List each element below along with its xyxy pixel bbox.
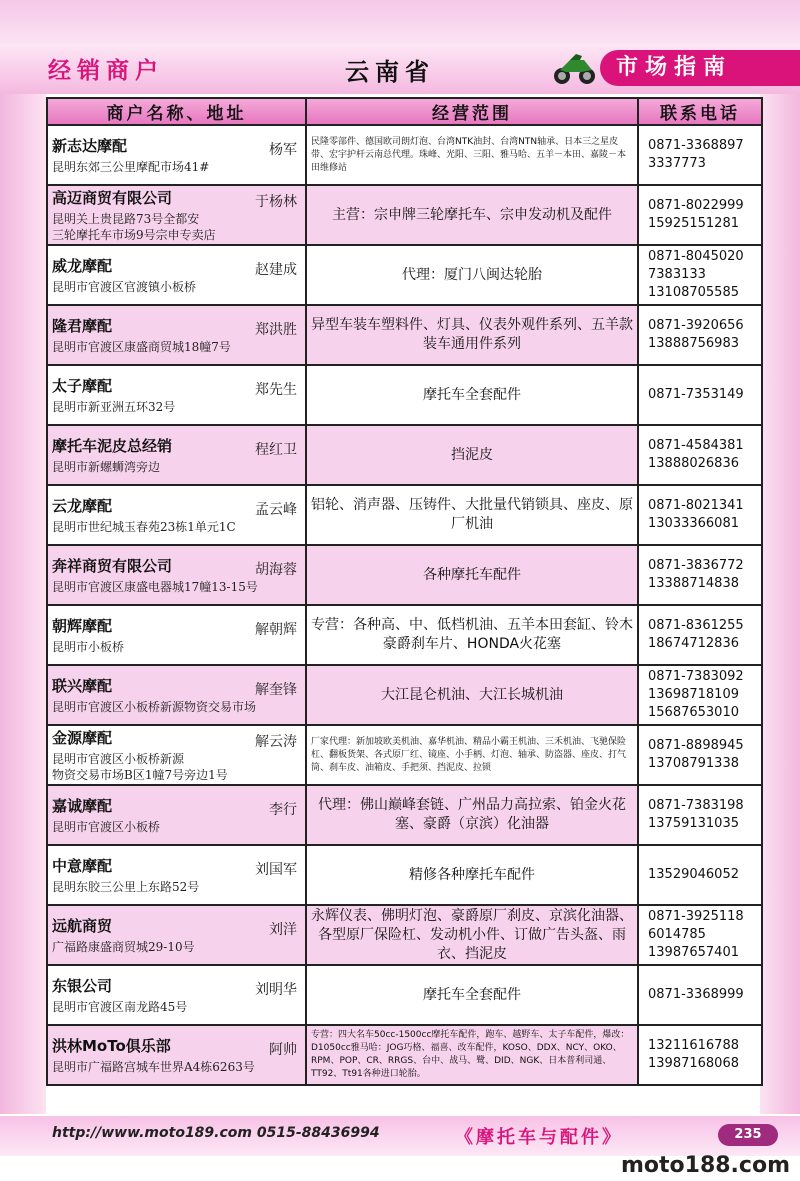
dealer-name: 摩托车泥皮总经销	[52, 437, 173, 455]
table-header-row	[47, 98, 762, 125]
dealer-name: 洪林MoTo俱乐部	[52, 1037, 171, 1055]
table-row	[47, 1025, 762, 1085]
dealer-name: 威龙摩配	[52, 257, 113, 275]
page-header	[0, 44, 800, 94]
contact-person: 郑洪胜	[255, 322, 297, 338]
dealer-cell	[47, 365, 306, 425]
col-header-phone: 联系电话	[638, 98, 762, 125]
phone-numbers: 0871-3368897 3337773	[638, 125, 762, 185]
table-row	[47, 485, 762, 545]
table-row	[47, 365, 762, 425]
phone-numbers: 0871-3836772 13388714838	[638, 545, 762, 605]
contact-person: 孟云峰	[255, 502, 297, 518]
col-header-name: 商户名称、地址	[47, 98, 306, 125]
phone-numbers: 0871-7383198 13759131035	[638, 785, 762, 845]
phone-numbers: 0871-3925118 6014785 13987657401	[638, 905, 762, 965]
contact-person: 李行	[269, 802, 297, 818]
page-number: 235	[718, 1124, 778, 1146]
dealer-address: 广福路康盛商贸城29-10号	[52, 940, 195, 954]
table-row	[47, 665, 762, 725]
dealer-address: 昆明市世纪城玉春苑23栋1单元1C	[52, 520, 236, 534]
dealer-address: 昆明市官渡区小板桥	[52, 820, 161, 834]
dealer-cell	[47, 245, 306, 305]
dealer-cell	[47, 125, 306, 185]
table-row	[47, 845, 762, 905]
contact-person: 刘国军	[255, 862, 297, 878]
dealer-cell	[47, 425, 306, 485]
contact-person: 刘洋	[269, 922, 297, 938]
dealer-table	[46, 97, 763, 1086]
business-scope: 摩托车全套配件	[306, 965, 638, 1025]
phone-numbers: 0871-8045020 7383133 13108705585	[638, 245, 762, 305]
dealer-name: 奔祥商贸有限公司	[52, 557, 173, 575]
footer-url: http://www.moto189.com 0515-88436994	[52, 1125, 380, 1141]
top-band	[0, 0, 800, 44]
table-row	[47, 125, 762, 185]
dealer-address: 昆明市官渡区康盛电器城17幢13-15号	[52, 580, 258, 594]
phone-numbers: 0871-7353149	[638, 365, 762, 425]
contact-person: 解奎锋	[255, 682, 297, 698]
dealer-cell	[47, 845, 306, 905]
dealer-name: 东银公司	[52, 977, 113, 995]
magazine-title: 《摩托车与配件》	[455, 1127, 623, 1148]
table-row	[47, 245, 762, 305]
phone-numbers: 0871-8361255 18674712836	[638, 605, 762, 665]
business-scope: 代理：佛山巅峰套链、广州品力高拉索、铂金火花塞、豪爵（京滨）化油器	[306, 785, 638, 845]
dealer-name: 云龙摩配	[52, 497, 113, 515]
table-row	[47, 425, 762, 485]
table-row	[47, 185, 762, 245]
business-scope: 主营：宗申牌三轮摩托车、宗申发动机及配件	[306, 185, 638, 245]
dealer-cell	[47, 185, 306, 245]
table-row	[47, 605, 762, 665]
business-scope: 民隆零部件、德国欧司朗灯泡、台湾NTK油封、台湾NTN轴承、日本三之星皮带、宏宇护杆云南总代理。珠峰、光阳、三阳、雅马哈、五羊－本田、嘉陵－本田维修站	[306, 125, 638, 185]
motorcycle-icon	[552, 50, 596, 86]
dealer-cell	[47, 605, 306, 665]
dealer-name: 远航商贸	[52, 917, 113, 935]
dealer-address: 昆明关上贵昆路73号全都安 三轮摩托车市场9号宗申专卖店	[52, 212, 216, 242]
dealer-cell	[47, 785, 306, 845]
dealer-cell	[47, 965, 306, 1025]
phone-numbers: 13211616788 13987168068	[638, 1025, 762, 1085]
col-header-scope: 经营范围	[306, 98, 638, 125]
watermark-site: moto188.com	[620, 1153, 790, 1178]
dealer-address: 昆明市广福路宫城车世界A4栋6263号	[52, 1060, 255, 1074]
business-scope: 专营：四大名车50cc-1500cc摩托车配件，跑车、越野车、太子车配件，爆改：D1050cc雅马哈：JOG巧格、福喜、改车配件，KOSO、DDX、NCY、OKO、RPM、POP、CR、RRGS、台中、战马、鹭、DID、NGK、日本普利司通、TT92、Tt91各种进口轮胎。	[306, 1025, 638, 1085]
dealer-name: 金源摩配	[52, 729, 113, 747]
table-row	[47, 785, 762, 845]
business-scope: 各种摩托车配件	[306, 545, 638, 605]
contact-person: 阿帅	[269, 1042, 297, 1058]
business-scope: 专营：各种高、中、低档机油、五羊本田套缸、铃木豪爵刹车片、HONDA火花塞	[306, 605, 638, 665]
phone-numbers: 0871-7383092 13698718109 15687653010	[638, 665, 762, 725]
contact-person: 胡海蓉	[255, 562, 297, 578]
dealer-cell	[47, 545, 306, 605]
page-footer	[0, 1116, 800, 1181]
province-title: 云南省	[345, 58, 435, 86]
contact-person: 郑先生	[255, 382, 297, 398]
dealer-cell	[47, 905, 306, 965]
dealer-address: 昆明市新亚洲五环32号	[52, 400, 176, 414]
dealer-name: 新志达摩配	[52, 137, 128, 155]
phone-numbers: 0871-3920656 13888756983	[638, 305, 762, 365]
dealer-address: 昆明市官渡区康盛商贸城18幢7号	[52, 340, 231, 354]
dealer-address: 昆明东郊三公里摩配市场41#	[52, 160, 210, 174]
phone-numbers: 0871-8022999 15925151281	[638, 185, 762, 245]
dealer-cell	[47, 485, 306, 545]
business-scope: 厂家代理：新加坡欧美机油、嘉华机油、精品小霸王机油、三禾机油、飞驰保险杠、翻板货架、各式原厂红、镜座、小手柄、灯泡、轴承、防盗器、座皮、打气筒、刹车皮、油箱皮、手把须、挡泥皮、拉锁	[306, 725, 638, 785]
phone-numbers: 0871-4584381 13888026836	[638, 425, 762, 485]
section-label: 经销商户	[48, 58, 164, 84]
phone-numbers: 0871-3368999	[638, 965, 762, 1025]
dealer-address: 昆明市官渡区南龙路45号	[52, 1000, 188, 1014]
right-margin-band	[760, 94, 800, 1114]
contact-person: 解朝辉	[255, 622, 297, 638]
dealer-name: 朝辉摩配	[52, 617, 113, 635]
phone-numbers: 13529046052	[638, 845, 762, 905]
contact-person: 于杨林	[255, 194, 297, 210]
business-scope: 异型车装车塑料件、灯具、仪表外观件系列、五羊款装车通用件系列	[306, 305, 638, 365]
contact-person: 杨军	[269, 142, 297, 158]
dealer-name: 太子摩配	[52, 377, 113, 395]
table-row	[47, 965, 762, 1025]
business-scope: 摩托车全套配件	[306, 365, 638, 425]
market-guide-badge: 市场指南	[600, 50, 800, 86]
contact-person: 刘明华	[255, 982, 297, 998]
business-scope: 铝轮、消声器、压铸件、大批量代销锁具、座皮、原厂机油	[306, 485, 638, 545]
table-row	[47, 905, 762, 965]
dealer-name: 中意摩配	[52, 857, 113, 875]
dealer-name: 联兴摩配	[52, 677, 113, 695]
dealer-address: 昆明市官渡区官渡镇小板桥	[52, 280, 197, 294]
dealer-address: 昆明市官渡区小板桥新源 物资交易市场B区1幢7号旁边1号	[52, 752, 228, 782]
contact-person: 程红卫	[255, 442, 297, 458]
table-row	[47, 545, 762, 605]
contact-person: 赵建成	[255, 262, 297, 278]
dealer-cell	[47, 665, 306, 725]
business-scope: 精修各种摩托车配件	[306, 845, 638, 905]
dealer-cell	[47, 725, 306, 785]
table-row	[47, 305, 762, 365]
dealer-address: 昆明市小板桥	[52, 640, 125, 654]
contact-person: 解云涛	[255, 734, 297, 750]
dealer-address: 昆明东胶三公里上东路52号	[52, 880, 200, 894]
business-scope: 永辉仪表、佛明灯泡、豪爵原厂刹皮、京滨化油器、各型原厂保险杠、发动机小件、订做广告头盔、雨衣、挡泥皮	[306, 905, 638, 965]
business-scope: 挡泥皮	[306, 425, 638, 485]
dealer-address: 昆明市官渡区小板桥新源物资交易市场	[52, 700, 257, 714]
dealer-name: 隆君摩配	[52, 317, 113, 335]
dealer-cell	[47, 1025, 306, 1085]
dealer-name: 高迈商贸有限公司	[52, 189, 173, 207]
business-scope: 代理：厦门八闽达轮胎	[306, 245, 638, 305]
dealer-address: 昆明市新螺蛳湾旁边	[52, 460, 161, 474]
table-row	[47, 725, 762, 785]
phone-numbers: 0871-8898945 13708791338	[638, 725, 762, 785]
left-margin-band	[0, 94, 46, 1114]
phone-numbers: 0871-8021341 13033366081	[638, 485, 762, 545]
dealer-name: 嘉诚摩配	[52, 797, 113, 815]
business-scope: 大江昆仑机油、大江长城机油	[306, 665, 638, 725]
dealer-cell	[47, 305, 306, 365]
